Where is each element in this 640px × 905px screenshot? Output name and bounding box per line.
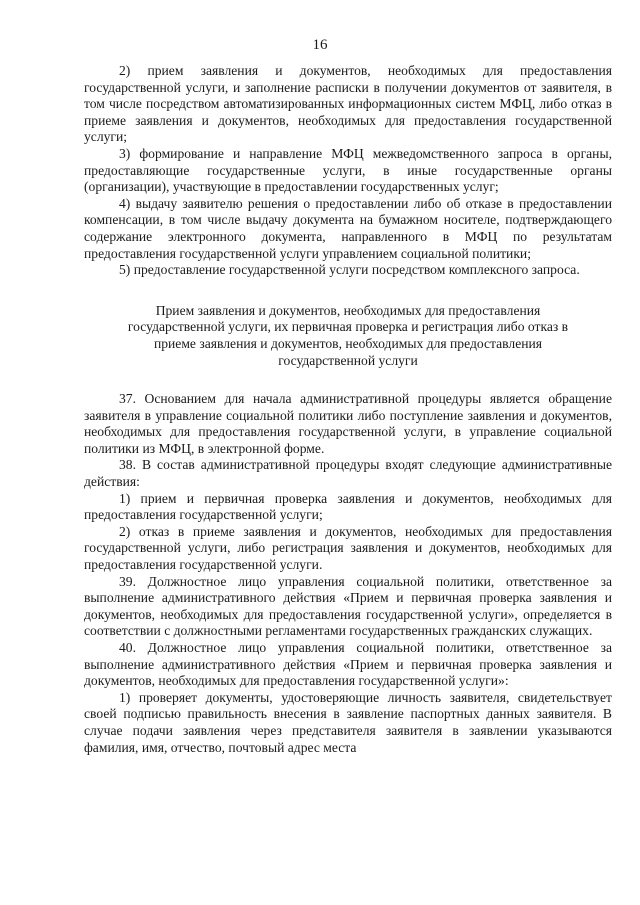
paragraph: 3) формирование и направление МФЦ межведомственного запроса в органы, предоставляющие государственные услуги, в иные государственные органы (организации), участвующие в предоставлении государственных услуг; (84, 145, 612, 195)
paragraph: 38. В состав административной процедуры входят следующие административные действия: (84, 457, 612, 490)
paragraph: 37. Основанием для начала административной процедуры является обращение заявителя в управление социальной политики либо поступление заявления и документов, необходимых для предоставления государственной услуги, в управление социальной политики из МФЦ, в электронной форме. (84, 391, 612, 456)
document-body (84, 63, 612, 756)
page-number: 16 (312, 37, 328, 53)
paragraph: 1) проверяет документы, удостоверяющие личность заявителя, свидетельствует своей подписью правильность внесения в заявление паспортных данных заявителя. В случае подачи заявления через представителя заявителя в заявлении указываются фамилия, имя, отчество, почтовый адрес места (84, 689, 612, 755)
paragraph: 2) прием заявления и документов, необходимых для предоставления государственной услуги, и заполнение расписки в получении документов от заявителя, в том числе посредством автоматизированных информационных систем МФЦ, либо отказ в приеме заявления и документов, необходимых для предоставления государственной услуги; (84, 63, 612, 145)
paragraph: 39. Должностное лицо управления социальной политики, ответственное за выполнение административного действия «Прием и первичная проверка заявления и документов, необходимых для предоставления государственной услуги», определяется в соответствии с должностными регламентами государственных гражданских служащих. (84, 573, 612, 639)
paragraph: 40. Должностное лицо управления социальной политики, ответственное за выполнение административного действия «Прием и первичная проверка заявления и документов, необходимых для предоставления государственной услуги»: (84, 640, 612, 689)
section-heading: Прием заявления и документов, необходимых для предоставления государственной услуги, их первичная проверка и регистрация либо отказ в приеме заявления и документов, необходимых для предоставления государственной услуги (127, 302, 569, 368)
paragraph: 1) прием и первичная проверка заявления и документов, необходимых для предоставления государственной услуги; (84, 490, 612, 523)
paragraph: 5) предоставление государственной услуги посредством комплексного запроса. (119, 262, 580, 278)
paragraph: 2) отказ в приеме заявления и документов, необходимых для предоставления государственной услуги, либо регистрация заявления и документов, необходимых для предоставления государственной услуги. (84, 523, 612, 573)
paragraph: 4) выдачу заявителю решения о предоставлении либо об отказе в предоставлении компенсации, в том числе выдачу документа на бумажном носителе, подтверждающего содержание электронного документа, направленного в МФЦ по результатам предоставления государственной услуги управлением социальной политики; (84, 195, 612, 261)
